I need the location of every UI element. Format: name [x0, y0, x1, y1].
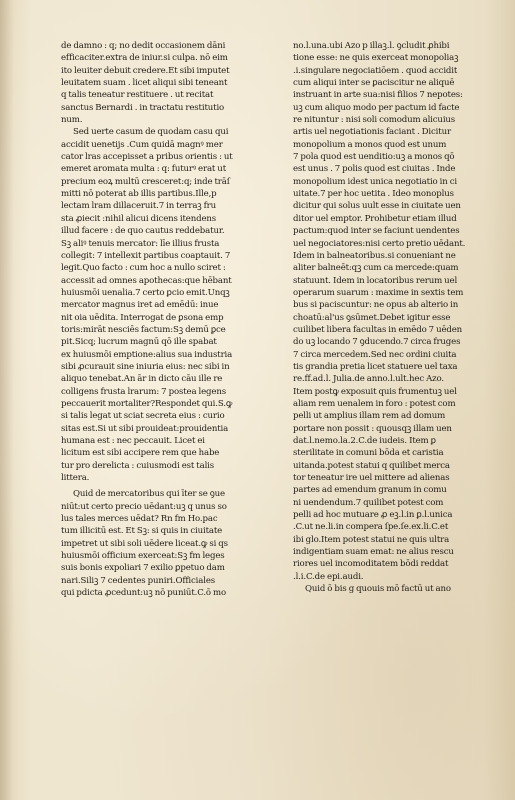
text-line: re.ff.ad.l. Julia.de anno.l.ult.hec Azo. [293, 374, 444, 385]
text-line: nari.Siliꝫ 7 cedentes puniri.Officiales [61, 575, 216, 586]
text-line: uitanda.potest statui q quilibet merca [293, 460, 450, 471]
text-line: accessit ad omnes apothecas:que hēbant [61, 275, 232, 286]
text-line: licitum est sibi accipere rem que habe [61, 448, 220, 459]
text-line: aliam rem uenalem in foro : potest com [293, 398, 456, 409]
text-line: huiusmōi officium exerceat:Sꝫ fm leges [61, 551, 225, 562]
right-text-column [293, 40, 495, 595]
text-line: legit.Quo facto : cum hoc a nullo sciret : [61, 263, 226, 274]
text-line: .i.singulare negociatiōem . quod accidit [293, 65, 458, 76]
text-line: ditor uel emptor. Prohibetur etiam illud [293, 213, 457, 224]
text-line: aliquo tenebat.An ār in dicto cāu ille re [61, 374, 223, 385]
text-line: emeret aromata multa : q: futurꝰ erat ut [61, 164, 226, 175]
text-line: lectam lram dillaceruit.7 in terraꝫ fru [61, 201, 217, 212]
text-line: partes ad emendum granum in comu [293, 485, 447, 496]
text-line: colligens frusta lrarum: 7 postea legens [61, 386, 226, 397]
text-line: cator lras accepisset a pribus orientis : ut [61, 152, 233, 163]
text-line: sanctus Bernardi . in tractatu restitutio [61, 102, 225, 113]
text-line: sterilitate in comuni bōda et caristia [293, 448, 444, 459]
text-line: do uꝫ locando 7 ꝯducendo.7 circa fruges [293, 337, 461, 348]
text-line: uitate.7 per hoc uetita . Ideo monoplus [293, 189, 454, 200]
text-line: impetret ut sibi soli uēdere liceat.ꝙ si qs [61, 538, 228, 549]
text-line: qui pdicta ꝓcedunt:uꝫ nō puniūt.C.ō mo [61, 588, 227, 599]
text-line: Quid de mercatoribus qui īter se ꝯue [73, 489, 225, 500]
text-line: toris:mirāt nesciēs factum:Sꝫ demū ꝑce [61, 324, 226, 335]
text-line: portare non possit : quousqꝫ illam uen [293, 423, 452, 434]
text-line: 7 pola quod est uenditio:uꝫ a monos qō [293, 152, 455, 163]
text-line: choatū:al'us ꝯsūmet.Debet igitur esse [293, 312, 451, 323]
text-line: indigentiam suam emat: ne alius rescu [293, 547, 454, 558]
text-line: uel negociatores:nisi certo pretio uēdant. [293, 238, 466, 249]
text-line: mercator magnus iret ad emēdū: inue [61, 300, 219, 311]
text-line: nit oia uēdita. Interrogat de ꝑsona emp [61, 312, 224, 323]
text-line: niūt:ut certo precio uēdant:uꝫ q unus so [61, 501, 227, 512]
text-line: littera. [61, 473, 90, 484]
text-line: bus si paciscuntur: ne opus ab alterio in [293, 300, 459, 311]
text-line: pactum:quod inter se faciunt uendentes [293, 226, 460, 237]
text-line: Item postꝙ exposuit quis frumentuꝫ uel [293, 386, 457, 397]
text-line: operarum suarum : maxime in sextis tem [293, 287, 464, 298]
text-line: sitas est.Si ut sibi prouideat:prouidentia [61, 423, 229, 434]
text-line: leuitatem suam . licet aliqui sibi teneant [61, 78, 228, 89]
text-line: tione esse: ne quis exerceat monopoliaꝫ [293, 53, 459, 64]
text-line: dicitur qui solus uult esse in ciuitate uen [293, 201, 461, 212]
text-line: tur pro derelicta : cuiusmodi est talis [61, 460, 215, 471]
text-line: peccauerit mortaliter?Respondet qui.S.ꝙ [61, 398, 233, 409]
text-line: mitti nō poterat ab illis partibus.Ille,p [61, 189, 217, 200]
text-line: si talis legat ut sciat secreta eius : curio [61, 411, 225, 422]
text-line: de damno : q; no dedit occasionem dāni [61, 41, 226, 51]
text-line: lus tales merces uēdat? Rn fm Ho.pac [61, 514, 218, 525]
text-line: q talis teneatur restituere . ut recitat [61, 90, 214, 101]
text-line: Sꝫ aliꝰ tenuis mercator: līe illius frusta [61, 238, 220, 249]
text-line: pelli ut amplius illam rem ad domum [293, 411, 446, 422]
text-line: pit.Sicq; lucrum magnū qō ille spabat [61, 337, 217, 348]
text-line: .l.i.C.de epi.audi. [293, 571, 364, 582]
text-line: tum illicitū est. Et Sꝫ: si quis in ciuitate [61, 526, 223, 537]
text-line: .C.ut ne.li.in compera ſpe.ſe.ex.li.C.et [293, 522, 449, 533]
text-line: num. [61, 115, 83, 126]
text-line: ex huiusmōi emptione:alius sua industria [61, 349, 233, 360]
text-line: humana est : nec peccauit. Licet ei [61, 436, 205, 446]
text-line: precium eoꝝ multū cresceret:q; inde trāſ [61, 176, 230, 187]
text-line: accidit uenetijs .Cum quidā magnꝰ mer [61, 139, 223, 150]
text-line: pelli ad hoc mutuare ꝓ eꝫ.l.in ꝑ.l.unica [293, 510, 453, 521]
text-line: efficaciter.extra de iniur.si culpa. nō eim [61, 53, 228, 64]
text-line: ni uendendum.7 quilibet potest com [293, 497, 444, 508]
text-line: ibi glo.Item potest statui ne quis ultra [293, 534, 450, 545]
text-line: ito leuiter debuit credere.Et sibi imputet [61, 65, 230, 76]
text-line: monopolium idest unica negotiatio in ci [293, 176, 457, 187]
left-text-column [61, 40, 274, 599]
text-line: tor teneatur ire uel mittere ad alienas [293, 473, 450, 484]
page-gutter-shadow [0, 0, 14, 800]
text-line: sta ꝓiecit :nihil alicui dicens itendens [61, 213, 217, 224]
text-line: huiusmōi uenalia.7 certo ꝑcio emit.Unqꝫ [61, 287, 230, 298]
text-line: suis bonis expoliari 7 exilio ꝑpetuo dam [61, 563, 225, 574]
text-line: monopolium a monos quod est unum [293, 139, 447, 150]
text-line: Idem in balneatoribus.si conueniant ne [293, 250, 456, 261]
text-line: cum aliqui inter se ꝑaciscitur ne aliquē [293, 78, 455, 89]
text-line: dat.l.nemo.la.2.C.de iudeis. Item ꝑ [293, 436, 436, 446]
text-line: est unus . 7 polis quod est ciuitas . Inde [293, 164, 456, 175]
text-line: aliter balneēt:qꝫ cum ca mercede:quam [293, 263, 459, 274]
text-line: riores uel incomoditatem bōdi reddat [293, 559, 449, 570]
text-line: Quid ō bis g quouis mō factū ut ano [305, 584, 451, 595]
text-line: 7 circa mercedem.Sed nec ordini ciuita [293, 349, 457, 360]
text-line: Sed uerte casum de quodam casu qui [73, 127, 229, 138]
text-line: artis uel negotiationis faciant . Dicitur [293, 127, 451, 138]
text-line: collegit: 7 intellexit partibus coaptauit. 7 [61, 250, 231, 261]
text-line: no.l.una.ubi Azo p illaꝫ.l. ꝯcludit ꝓhibi [293, 41, 450, 51]
text-line: cuilibet libera facultas in emēdo 7 uēden [293, 324, 463, 335]
text-line: sibi ꝓcurauit sine iniuria eius: nec sibi in [61, 361, 230, 372]
text-line: instruant in arte sua:nisi filios 7 nepotes: [293, 90, 463, 101]
text-line: tis grandia pretia licet statuere uel taxa [293, 361, 458, 372]
text-line: illud facere : de quo cautus reddebatur. [61, 226, 225, 237]
text-line: re nituntur : nisi soli comodum alicuius [293, 115, 456, 126]
text-line: uꝫ cum aliquo modo per pactum id facte [293, 102, 460, 113]
text-line: statuunt. Idem in locatoribus rerum uel [293, 275, 458, 286]
